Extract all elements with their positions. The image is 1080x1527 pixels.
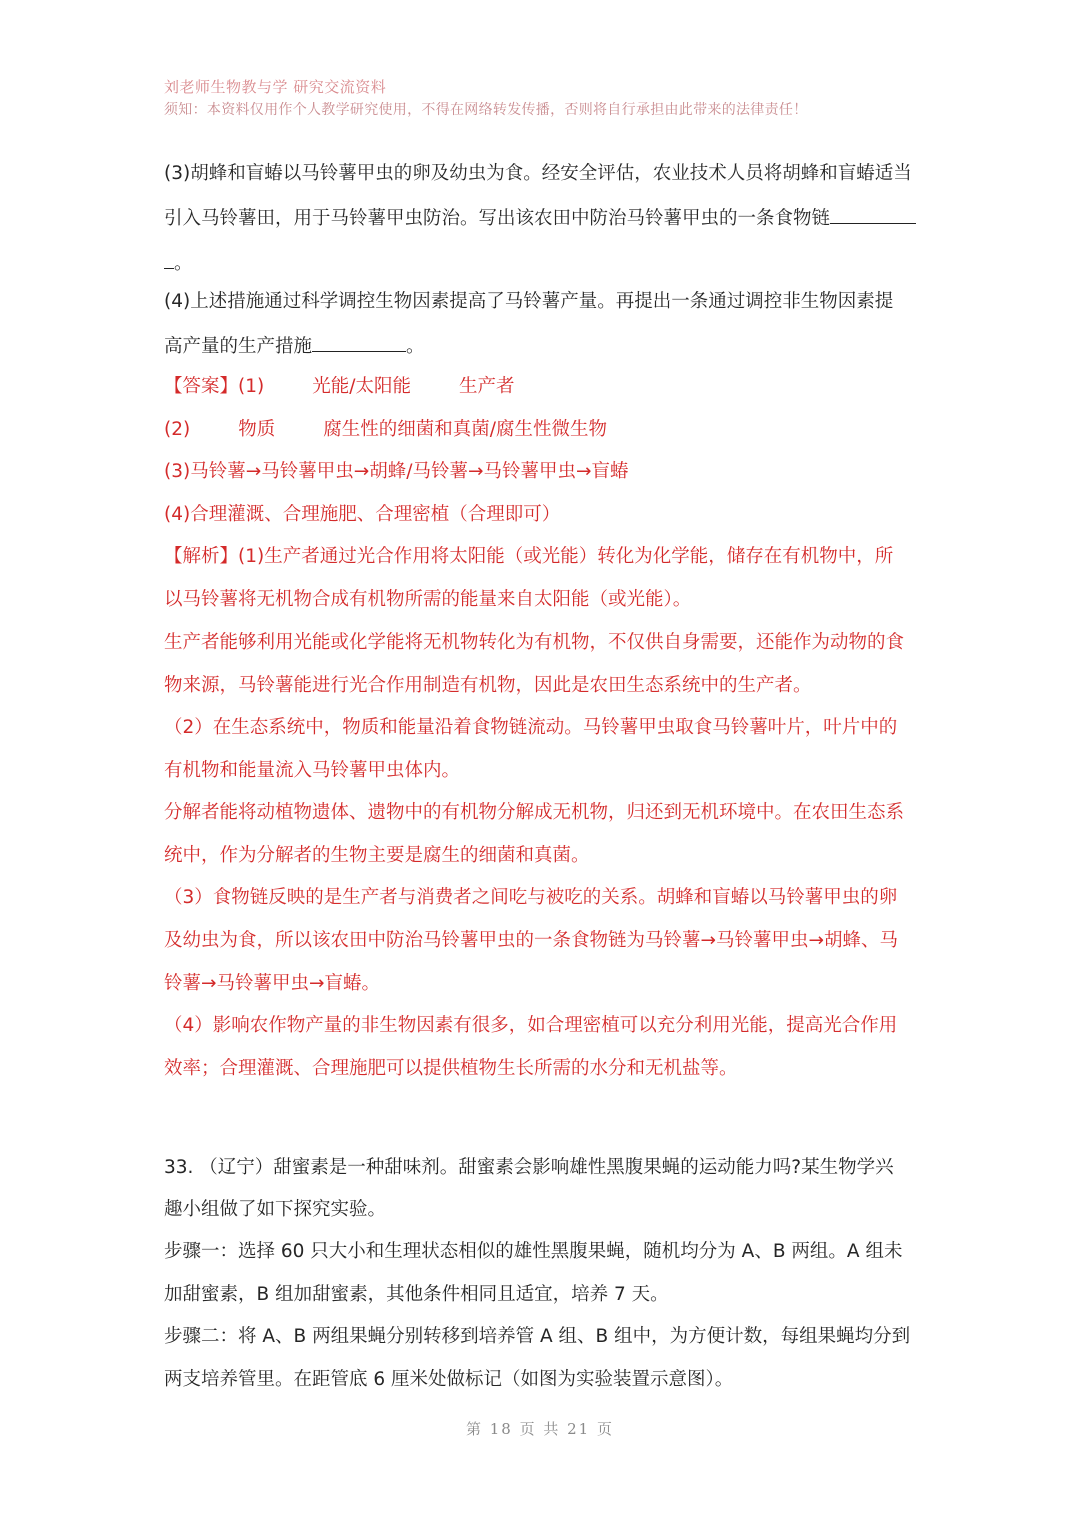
answer-line-4: (4)合理灌溉、合理施肥、合理密植（合理即可） [164, 504, 561, 525]
q4-line-2-text: 高产量的生产措施 [164, 336, 313, 357]
analysis-line: （4）影响农作物产量的非生物因素有很多，如合理密植可以充分利用光能，提高光合作用 [164, 1015, 898, 1036]
header-notice: 须知：本资料仅用作个人教学研究使用，不得在网络转发传播，否则将自行承担由此带来的法律责任！ [164, 102, 808, 118]
q4-line-2-end: 。 [406, 336, 425, 357]
analysis-line: 有机物和能量流入马铃薯甲虫体内。 [164, 760, 461, 781]
q4-line-2 [164, 333, 425, 359]
q3-line-2-text: 引入马铃薯田，用于马铃薯甲虫防治。写出该农田中防治马铃薯甲虫的一条食物链 [164, 208, 831, 229]
answer-line-2 [164, 418, 607, 442]
analysis-line: 以马铃薯将无机物合成有机物所需的能量来自太阳能（或光能）。 [164, 589, 692, 610]
analysis-line: 及幼虫为食，所以该农田中防治马铃薯甲虫的一条食物链为马铃薯→马铃薯甲虫→胡蜂、马 [164, 930, 899, 951]
analysis-line: 铃薯→马铃薯甲虫→盲蝽。 [164, 973, 381, 994]
answer-label: 【答案】(1) [164, 376, 265, 397]
answer-2-2: 腐生性的细菌和真菌/腐生性微生物 [323, 419, 607, 440]
analysis-line: （3）食物链反映的是生产者与消费者之间吃与被吃的关系。胡蜂和盲蝽以马铃薯甲虫的卵 [164, 887, 898, 908]
answer-line-3: (3)马铃薯→马铃薯甲虫→胡蜂/马铃薯→马铃薯甲虫→盲蝽 [164, 461, 629, 482]
analysis-line: 生产者能够利用光能或化学能将无机物转化为有机物，不仅供自身需要，还能作为动物的食 [164, 632, 905, 653]
analysis-line: 【解析】(1)生产者通过光合作用将太阳能（或光能）转化为化学能，储存在有机物中，所 [164, 546, 894, 567]
q33-line: 33. （辽宁）甜蜜素是一种甜味剂。甜蜜素会影响雄性黑腹果蝇的运动能力吗?某生物学兴 [164, 1157, 894, 1178]
q33-line: 加甜蜜素，B 组加甜蜜素，其他条件相同且适宜，培养 7 天。 [164, 1284, 669, 1305]
answer-line-1 [164, 375, 514, 399]
q33-line: 两支培养管里。在距管底 6 厘米处做标记（如图为实验装置示意图）。 [164, 1369, 734, 1390]
q3-line-2 [164, 205, 916, 231]
q33-line: 趣小组做了如下探究实验。 [164, 1199, 387, 1220]
answer-1-2: 生产者 [458, 376, 515, 397]
answer-2-1: 物质 [238, 419, 276, 440]
analysis-line: 统中，作为分解者的生物主要是腐生的细菌和真菌。 [164, 845, 590, 866]
analysis-line: 效率；合理灌溉、合理施肥可以提供植物生长所需的水分和无机盐等。 [164, 1058, 738, 1079]
answer-blank [830, 205, 916, 224]
analysis-line: （2）在生态系统中，物质和能量沿着食物链流动。马铃薯甲虫取食马铃薯叶片，叶片中的 [164, 717, 898, 738]
answer-2-label: (2) [164, 419, 191, 440]
q33-line: 步骤一：选择 60 只大小和生理状态相似的雄性黑腹果蝇，随机均分为 A、B 两组。A 组未 [164, 1241, 903, 1262]
q3-line-3-end: 。 [174, 253, 193, 274]
q3-line-3 [164, 250, 193, 276]
header-source: 刘老师生物教与学 研究交流资料 [164, 78, 387, 96]
q3-line-1: (3)胡蜂和盲蝽以马铃薯甲虫的卵及幼虫为食。经安全评估，农业技术人员将胡蜂和盲蝽适当 [164, 163, 912, 184]
answer-1-1: 光能/太阳能 [312, 376, 411, 397]
answer-blank [164, 250, 174, 269]
page-number: 第 18 页 共 21 页 [465, 1420, 614, 1438]
q4-line-1: (4)上述措施通过科学调控生物因素提高了马铃薯产量。再提出一条通过调控非生物因素提 [164, 291, 894, 312]
analysis-line: 分解者能将动植物遗体、遗物中的有机物分解成无机物，归还到无机环境中。在农田生态系 [164, 802, 905, 823]
answer-blank [312, 333, 406, 352]
q33-line: 步骤二：将 A、B 两组果蝇分别转移到培养管 A 组、B 组中，为方便计数，每组果蝇均分到 [164, 1326, 911, 1347]
analysis-line: 物来源，马铃薯能进行光合作用制造有机物，因此是农田生态系统中的生产者。 [164, 675, 812, 696]
